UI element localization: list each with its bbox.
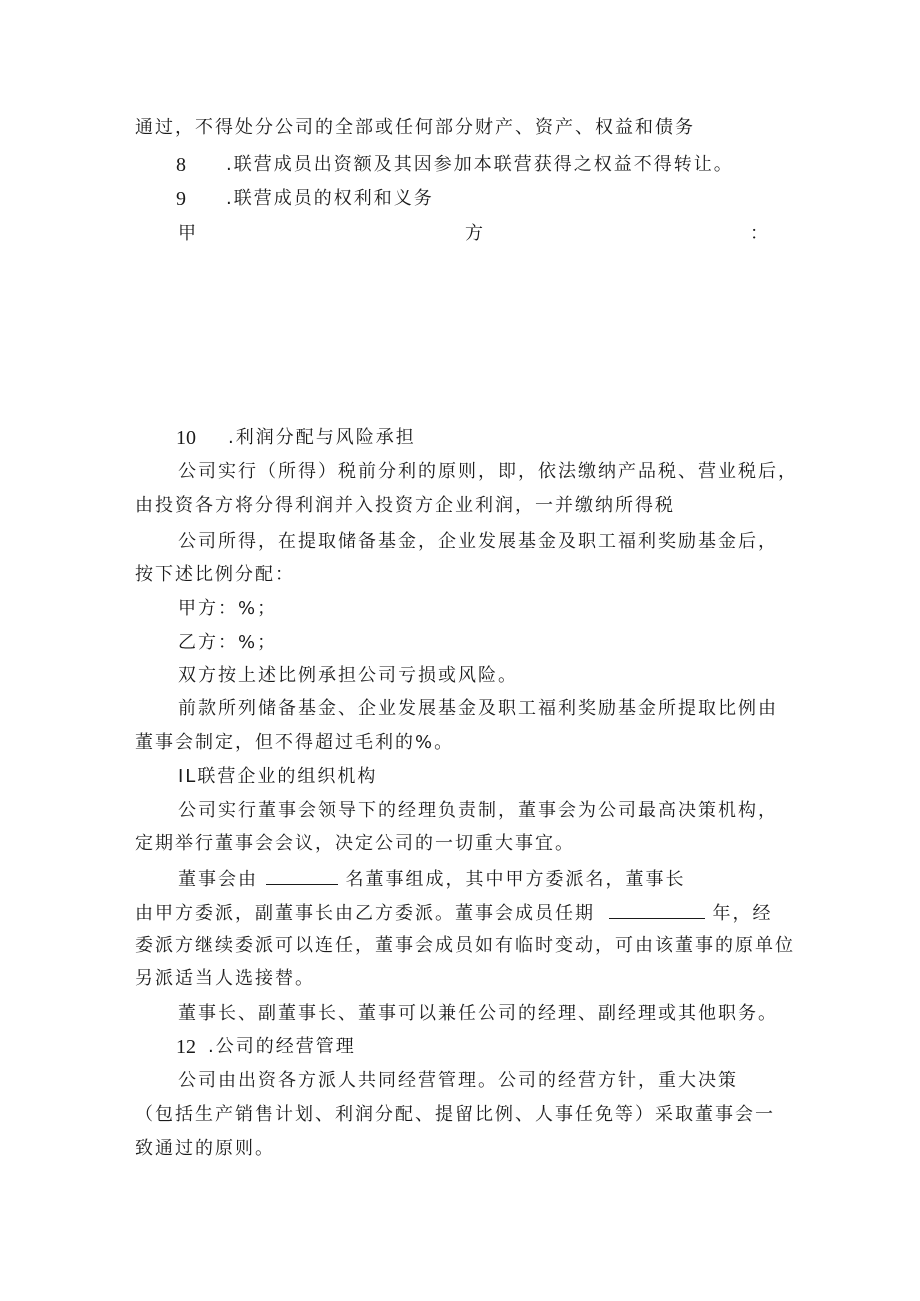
paragraph-line: 按下述比例分配：: [135, 564, 295, 585]
item-text: .公司的经营管理: [208, 1036, 356, 1057]
jia-percentage: 甲方：%；: [178, 598, 278, 619]
text-segment: 年，经: [712, 903, 773, 924]
item-10: [176, 426, 416, 451]
paragraph-line: 通过，不得处分公司的全部或任何部分财产、资产、权益和债务: [135, 117, 695, 138]
paragraph-line: 前款所列储备基金、企业发展基金及职工福利奖励基金所提取比例由: [178, 698, 778, 719]
paragraph-line: 致通过的原则。: [135, 1138, 275, 1159]
yi-percentage: 乙方：%；: [178, 632, 278, 653]
fill-in-blank: [609, 900, 705, 919]
paragraph-line: 公司实行（所得）税前分利的原则，即，依法缴纳产品税、营业税后，: [178, 461, 798, 482]
paragraph-line: （包括生产销售计划、利润分配、提留比例、人事任免等）采取董事会一: [135, 1104, 775, 1125]
text-segment: 由甲方委派，副董事长由乙方委派。董事会成员任期: [135, 903, 595, 924]
item-9: [176, 187, 434, 212]
item-text: .联营成员的权利和义务: [226, 188, 434, 209]
item-text: .利润分配与风险承担: [228, 427, 416, 448]
item-text: .联营成员出资额及其因参加本联营获得之权益不得转让。: [226, 154, 734, 175]
text-segment: 名董事组成，其中甲方委派名，董事长: [345, 869, 686, 890]
item-number: 10: [176, 427, 196, 449]
paragraph-line: 公司实行董事会领导下的经理负责制，董事会为公司最高决策机构，: [178, 800, 778, 821]
party-fang-label: 方: [465, 223, 485, 244]
paragraph-line: 公司所得，在提取储备基金，企业发展基金及职工福利奖励基金后，: [178, 531, 778, 552]
paragraph-line: 另派适当人选接替。: [135, 968, 315, 989]
item-8: [176, 153, 734, 178]
item-11-heading: IL联营企业的组织机构: [178, 766, 378, 787]
paragraph-line: 委派方继续委派可以连任，董事会成员如有临时变动，可由该董事的原单位: [135, 935, 795, 956]
paragraph-line: 定期举行董事会会议，决定公司的一切重大事宜。: [135, 833, 575, 854]
item-number: 12: [176, 1036, 196, 1058]
paragraph-line: 由投资各方将分得利润并入投资方企业利润，一并缴纳所得税: [135, 495, 675, 516]
paragraph-line: 董事长、副董事长、董事可以兼任公司的经理、副经理或其他职务。: [178, 1003, 778, 1024]
paragraph-line: 公司由出资各方派人共同经营管理。公司的经营方针，重大决策: [178, 1070, 738, 1091]
item-number: 9: [176, 188, 186, 210]
item-number: 8: [176, 154, 186, 176]
item-12: [176, 1035, 356, 1060]
paragraph-line: [135, 900, 772, 926]
fill-in-blank: [266, 866, 338, 885]
paragraph-line: 董事会制定，但不得超过毛利的%。: [135, 732, 455, 753]
party-jia-label: 甲: [178, 223, 198, 244]
text-segment: 董事会由: [178, 869, 258, 890]
party-colon: ：: [750, 223, 770, 244]
paragraph-line: [178, 866, 685, 892]
paragraph-line: 双方按上述比例承担公司亏损或风险。: [178, 665, 518, 686]
